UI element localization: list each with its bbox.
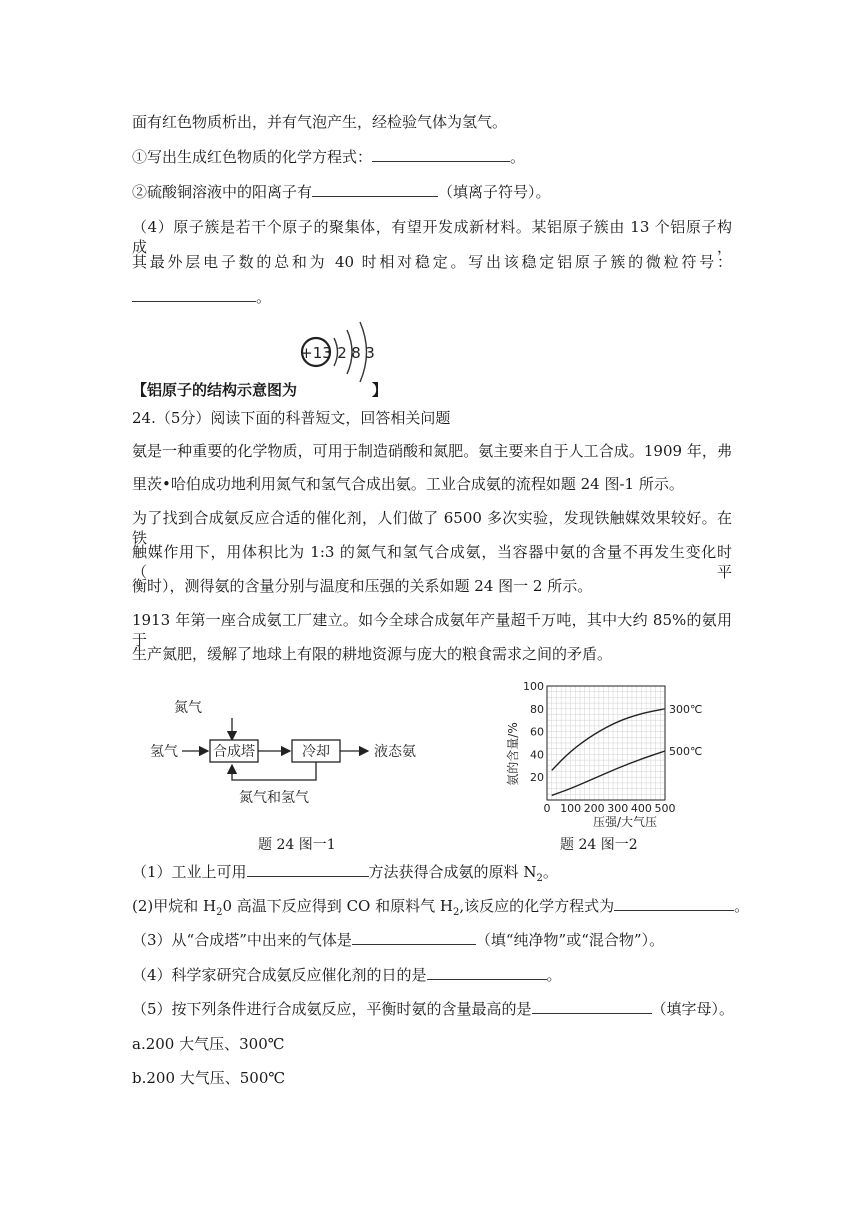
atom-caption-right: 】 (372, 381, 388, 399)
answer-blank[interactable] (312, 182, 438, 197)
subscript: 2 (216, 907, 223, 918)
y-tick-label: 60 (530, 725, 544, 739)
punctuation: 。 (734, 897, 750, 915)
option-b[interactable]: b.200 大气压、500℃ (132, 1069, 286, 1087)
question-text: ,该反应的化学方程式为 (459, 897, 615, 915)
answer-blank[interactable] (532, 999, 652, 1014)
punctuation: 。 (510, 148, 526, 166)
punctuation: 。 (256, 288, 272, 306)
text-line: 氨是一种重要的化学物质，可用于制造硝酸和氮肥。氨主要来自于人工合成。1909 年，弗 (132, 442, 732, 460)
x-tick-label: 500 (654, 802, 676, 815)
question-text: （5）按下列条件进行合成氨反应，平衡时氨的含量最高的是 (132, 1000, 532, 1018)
text-line: （4）原子簇是若干个原子的聚集体，有望开发成新材料。某铝原子簇由 13 个铝原子构成， (132, 218, 732, 256)
punctuation: 。 (542, 863, 558, 881)
question-hint: （填字母）。 (651, 1000, 735, 1018)
question-4-answer (132, 287, 271, 307)
nucleus-charge: +13 (300, 344, 332, 362)
y-tick-label: 80 (530, 702, 544, 716)
question-text: (2)甲烷和 H (132, 897, 217, 915)
shell-3-count: 3 (365, 344, 375, 362)
question-text: ①写出生成红色物质的化学方程式： (132, 148, 373, 166)
y-tick-label: 100 (523, 680, 544, 693)
text-line: 衡时），测得氨的含量分别与温度和压强的关系如题 24 图一 2 所示。 (132, 577, 593, 595)
x-tick-label: 300 (607, 802, 629, 815)
x-tick-label: 200 (583, 802, 605, 815)
atom-caption-left: 【铝原子的结构示意图为 (132, 381, 298, 399)
chart-caption: 题 24 图一2 (560, 837, 638, 853)
synthesis-tower-label: 合成塔 (213, 744, 255, 760)
sub-question-2 (132, 896, 749, 923)
aluminum-atom-diagram (294, 316, 384, 386)
question-text: （1）工业上可用 (132, 863, 247, 881)
sub-question-4 (132, 965, 562, 985)
answer-blank[interactable] (427, 965, 547, 980)
option-a[interactable]: a.200 大气压、300℃ (132, 1035, 285, 1053)
cooling-label: 冷却 (302, 744, 330, 760)
question-2 (132, 182, 551, 202)
question-1 (132, 147, 525, 167)
text-line: 生产氮肥，缓解了地球上有限的耕地资源与庞大的粮食需求之间的矛盾。 (132, 645, 613, 663)
output-label: 液态氨 (374, 744, 416, 760)
sub-question-1 (132, 862, 558, 889)
subscript: 2 (452, 907, 460, 918)
sub-question-5 (132, 999, 734, 1019)
recycle-label: 氮气和氢气 (239, 790, 309, 806)
shell-1-count: 2 (337, 344, 347, 362)
question-24-title: 24.（5分）阅读下面的科普短文，回答相关问题 (132, 409, 451, 427)
answer-blank[interactable] (614, 896, 734, 911)
ammonia-process-flow-diagram (140, 692, 450, 812)
answer-blank[interactable] (372, 147, 510, 162)
answer-blank[interactable] (247, 862, 369, 877)
text-line: 1913 年第一座合成氨工厂建立。如今全球合成氨年产量超千万吨，其中大约 85%的氨用于 (132, 611, 732, 649)
shell-2-count: 8 (351, 344, 361, 362)
question-hint: （填离子符号）。 (438, 183, 551, 201)
series-label-0: 300℃ (669, 702, 703, 716)
text-line: 面有红色物质析出，并有气泡产生，经检验气体为氢气。 (132, 113, 508, 131)
flow-caption: 题 24 图一1 (258, 837, 336, 853)
y-tick-label: 20 (530, 771, 544, 785)
y-axis-label: 氨的含量/% (506, 722, 520, 786)
x-tick-label: 400 (630, 802, 652, 815)
y-tick-label: 40 (530, 748, 544, 762)
question-hint: （填“纯净物”或“混合物”）。 (475, 931, 665, 949)
question-text: （4）科学家研究合成氨反应催化剂的日的是 (132, 966, 427, 984)
text-line: 里茨•哈伯成功地利用氮气和氢气合成出氨。工业合成氨的流程如题 24 图-1 所示。 (132, 475, 684, 493)
ammonia-content-chart (505, 672, 710, 832)
text-line: 触媒作用下，用体积比为 1:3 的氮气和氢气合成氨，当容器中氨的含量不再发生变化时（平 (132, 543, 732, 581)
text-line: 为了找到合成氨反应合适的催化剂，人们做了 6500 多次实验，发现铁触媒效果较好。在铁 (132, 509, 732, 547)
x-axis-label: 压强/大气压 (592, 815, 658, 829)
input-top-label: 氮气 (174, 700, 202, 716)
question-text: 方法获得合成氨的原料 N (368, 863, 537, 881)
text-line: 其最外层电子数的总和为 40 时相对稳定。写出该稳定铝原子簇的微粒符号： (132, 253, 732, 271)
question-text: 0 高温下反应得到 CO 和原料气 H (222, 897, 453, 915)
x-tick-label: 100 (560, 802, 582, 815)
input-left-label: 氢气 (150, 744, 178, 760)
series-label-1: 500℃ (669, 744, 703, 758)
sub-question-3 (132, 930, 664, 950)
answer-blank[interactable] (352, 930, 476, 945)
x-tick-label: 0 (543, 802, 551, 815)
subscript: 2 (536, 873, 543, 884)
question-text: ②硫酸铜溶液中的阳离子有 (132, 183, 313, 201)
answer-blank[interactable] (132, 287, 256, 302)
question-text: （3）从“合成塔”中出来的气体是 (132, 931, 352, 949)
punctuation: 。 (546, 966, 562, 984)
